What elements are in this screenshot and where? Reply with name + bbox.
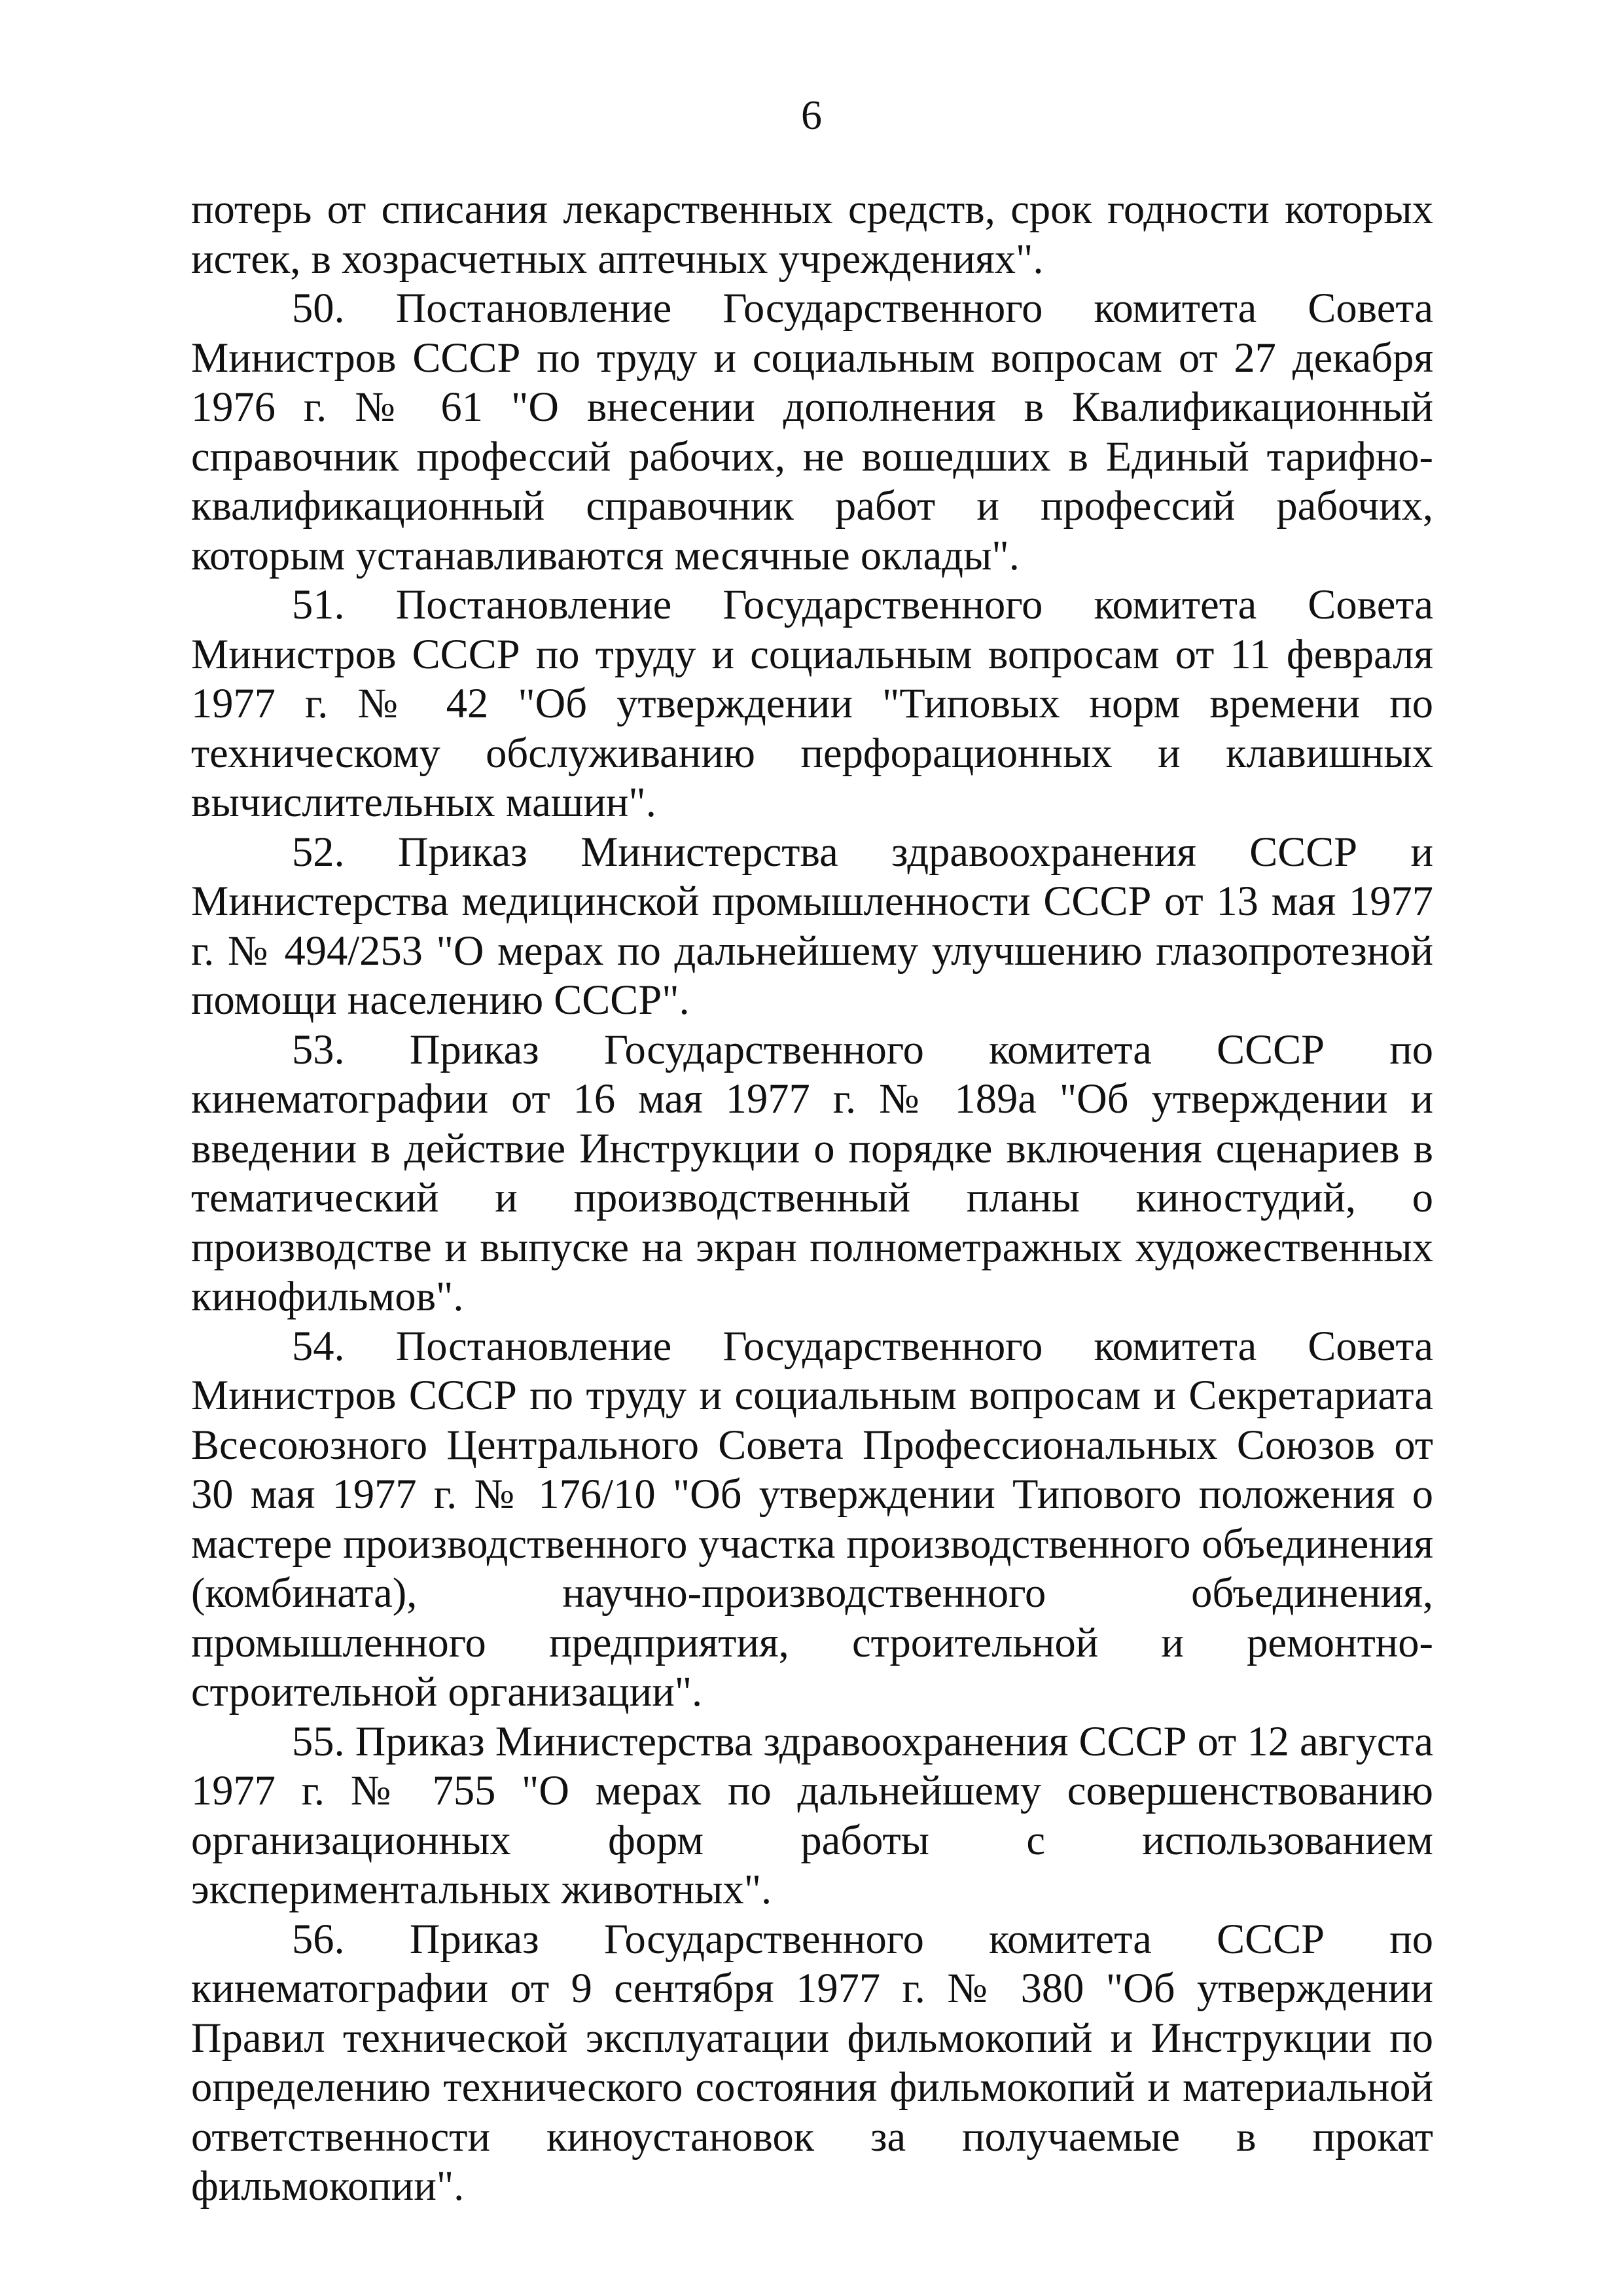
list-item-55: 55. Приказ Министерства здравоохранения СССР от 12 августа 1977 г. № 755 "О мерах по дальнейшему совершенствованию организационных форм работы с использованием экспериментальных животных".	[191, 1717, 1433, 1912]
list-item-52: 52. Приказ Министерства здравоохранения СССР и Министерства медицинской промышленности СССР от 13 мая 1977 г. № 494/253 "О мерах по дальнейшему улучшению глазопротезной помощи населению СССР".	[191, 828, 1433, 1023]
list-item-50: 50. Постановление Государственного комитета Совета Министров СССР по труду и социальным вопросам от 27 декабря 1976 г. № 61 "О внесении дополнения в Квалификационный справочник профессий рабочих, не вошедших в Единый тарифно-квалификационный справочник работ и профессий рабочих, которым устанавливаются месячные оклады".	[191, 285, 1433, 579]
page-number: 6	[801, 92, 822, 138]
list-item-54: 54. Постановление Государственного комитета Совета Министров СССР по труду и социальным вопросам и Секретариата Всесоюзного Центрального Совета Профессиональных Союзов от 30 мая 1977 г. № 176/10 "Об утверждении Типового положения о мастере производственного участка производственного объединения (комбината), научно-производственного объединения, промышленного предприятия, строительной и ремонтно-строительной организации".	[191, 1322, 1433, 1715]
list-item-51: 51. Постановление Государственного комитета Совета Министров СССР по труду и социальным вопросам от 11 февраля 1977 г. № 42 "Об утверждении "Типовых норм времени по техническому обслуживанию перфорационных и клавишных вычислительных машин".	[191, 581, 1433, 825]
continued-paragraph: потерь от списания лекарственных средств, срок годности которых истек, в хозрасчетных аптечных учреждениях".	[191, 186, 1433, 282]
document-body	[191, 185, 1433, 2211]
list-item-53: 53. Приказ Государственного комитета СССР по кинематографии от 16 мая 1977 г. № 189а "Об утверждении и введении в действие Инструкции о порядке включения сценариев в тематический и производственный планы киностудий, о производстве и выпуске на экран полнометражных художественных кинофильмов".	[191, 1026, 1433, 1319]
list-item-56: 56. Приказ Государственного комитета СССР по кинематографии от 9 сентября 1977 г. № 380 "Об утверждении Правил технической эксплуатации фильмокопий и Инструкции по определению технического состояния фильмокопий и материальной ответственности киноустановок за получаемые в прокат фильмокопии".	[191, 1915, 1433, 2209]
